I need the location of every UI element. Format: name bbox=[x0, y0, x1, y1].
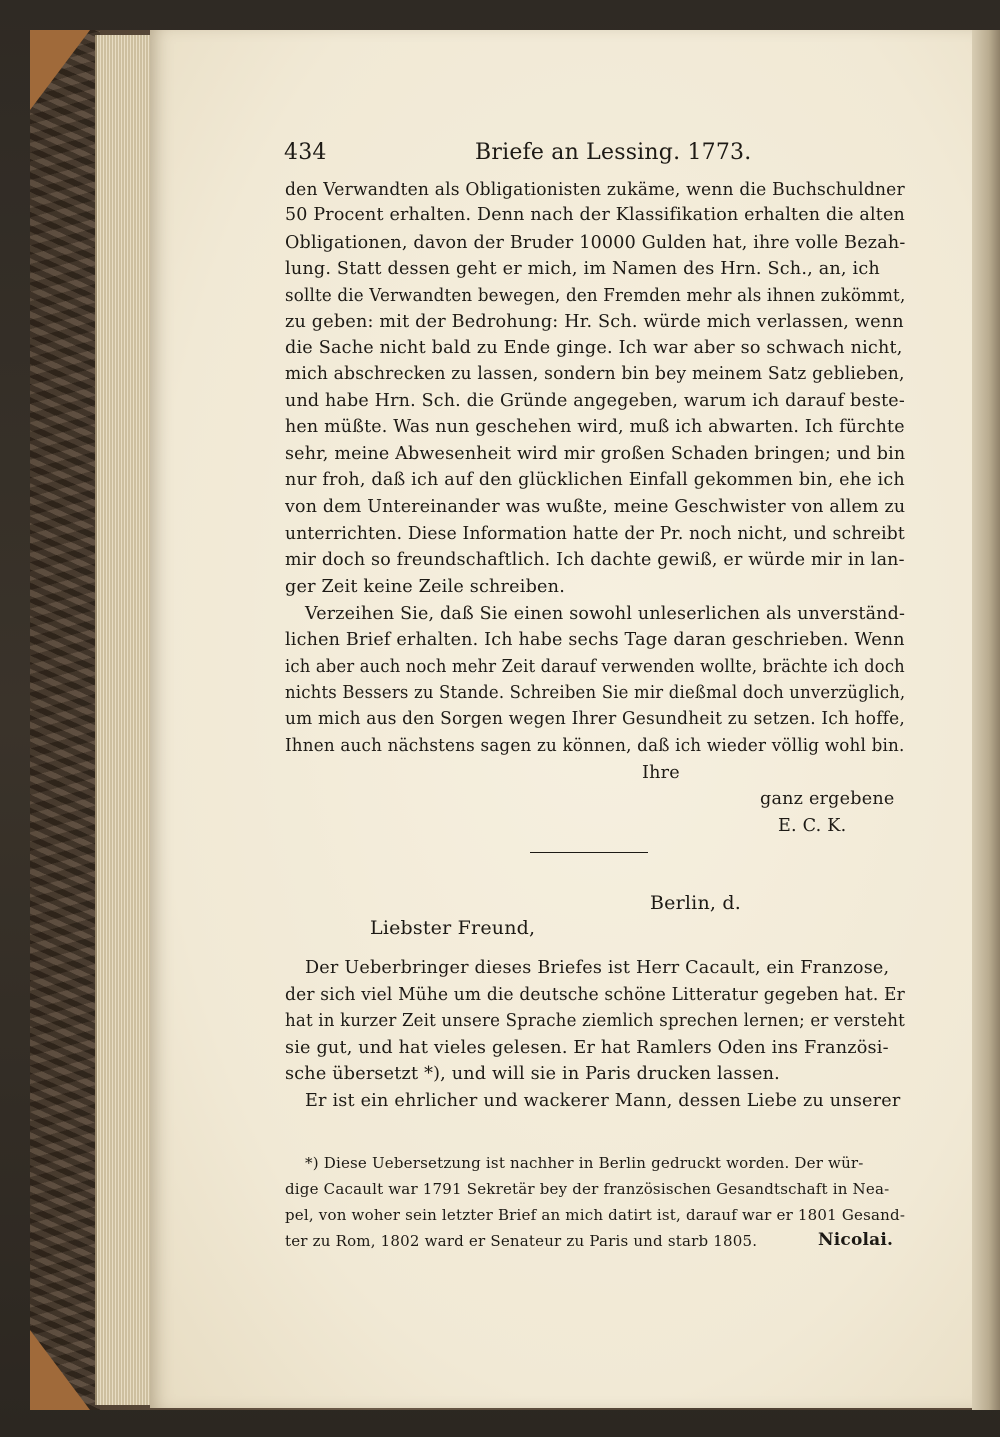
footnote-line: *) Diese Uebersetzung ist nachher in Berlin gedruckt worden. Der wür- bbox=[305, 1154, 864, 1172]
body-line: unterrichten. Diese Information hatte der Pr. noch nicht, und schreibt bbox=[285, 524, 905, 544]
body-line: lichen Brief erhalten. Ich habe sechs Tage daran geschrieben. Wenn bbox=[285, 630, 905, 650]
footnote-line: pel, von woher sein letzter Brief an mich datirt ist, darauf war er 1801 Gesand- bbox=[285, 1206, 906, 1224]
body-line: Er ist ein ehrlicher und wackerer Mann, dessen Liebe zu unserer bbox=[305, 1091, 901, 1111]
body-line: ich aber auch noch mehr Zeit darauf verwenden wollte, brächte ich doch bbox=[285, 657, 905, 677]
footnote-line: ter zu Rom, 1802 ward er Senateur zu Paris und starb 1805. bbox=[285, 1232, 758, 1250]
body-line: den Verwandten als Obligationisten zukäme, wenn die Buchschuldner bbox=[285, 180, 905, 200]
place-date: Berlin, d. bbox=[650, 892, 741, 914]
letter-divider bbox=[530, 852, 648, 853]
body-line: Verzeihen Sie, daß Sie einen sowohl unleserlichen als unverständ- bbox=[305, 604, 906, 624]
body-line: der sich viel Mühe um die deutsche schöne Litteratur gegeben hat. Er bbox=[285, 985, 905, 1005]
body-line: mir doch so freundschaftlich. Ich dachte gewiß, er würde mir in lan- bbox=[285, 550, 905, 570]
body-line: Ihnen auch nächstens sagen zu können, daß ich wieder völlig wohl bin. bbox=[285, 736, 905, 756]
marbled-cover-edge bbox=[30, 30, 100, 1410]
body-line: von dem Untereinander was wußte, meine Geschwister von allem zu bbox=[285, 497, 906, 517]
body-line: und habe Hrn. Sch. die Gründe angegeben, warum ich darauf beste- bbox=[285, 391, 905, 411]
body-line: ger Zeit keine Zeile schreiben. bbox=[285, 577, 565, 597]
body-line: sie gut, und hat vieles gelesen. Er hat Ramlers Oden ins Französi- bbox=[285, 1038, 889, 1058]
signature: E. C. K. bbox=[778, 816, 847, 836]
running-title: Briefe an Lessing. 1773. bbox=[475, 140, 752, 165]
body-line: Obligationen, davon der Bruder 10000 Gulden hat, ihre volle Bezah- bbox=[285, 233, 906, 253]
body-line: um mich aus den Sorgen wegen Ihrer Gesundheit zu setzen. Ich hoffe, bbox=[285, 709, 905, 729]
body-line: hen müßte. Was nun geschehen wird, muß ich abwarten. Ich fürchte bbox=[285, 417, 905, 437]
body-line: nur froh, daß ich auf den glücklichen Einfall gekommen bin, ehe ich bbox=[285, 470, 905, 490]
page-number: 434 bbox=[284, 140, 327, 165]
body-line: hat in kurzer Zeit unsere Sprache ziemlich sprechen lernen; er versteht bbox=[285, 1011, 905, 1031]
salutation: Liebster Freund, bbox=[370, 917, 536, 939]
body-line: lung. Statt dessen geht er mich, im Namen des Hrn. Sch., an, ich bbox=[285, 259, 880, 279]
closing-ihre: Ihre bbox=[642, 763, 680, 783]
facing-page-edge bbox=[972, 30, 1000, 1410]
body-line: Der Ueberbringer dieses Briefes ist Herr Cacault, ein Franzose, bbox=[305, 958, 890, 978]
body-line: nichts Bessers zu Stande. Schreiben Sie mir dießmal doch unverzüglich, bbox=[285, 683, 906, 703]
closing-ganz-ergebene: ganz ergebene bbox=[760, 789, 895, 809]
footnote-line: dige Cacault war 1791 Sekretär bey der französischen Gesandtschaft in Nea- bbox=[285, 1180, 890, 1198]
body-line: die Sache nicht bald zu Ende ginge. Ich war aber so schwach nicht, bbox=[285, 338, 903, 358]
body-line: 50 Procent erhalten. Denn nach der Klassifikation erhalten die alten bbox=[285, 205, 905, 225]
body-line: zu geben: mit der Bedrohung: Hr. Sch. würde mich verlassen, wenn bbox=[285, 312, 904, 332]
body-line: sehr, meine Abwesenheit wird mir großen Schaden bringen; und bin bbox=[285, 444, 906, 464]
body-line: sche übersetzt *), und will sie in Paris drucken lassen. bbox=[285, 1064, 780, 1084]
body-line: mich abschrecken zu lassen, sondern bin bey meinem Satz geblieben, bbox=[285, 364, 905, 384]
body-line: sollte die Verwandten bewegen, den Fremden mehr als ihnen zukömmt, bbox=[285, 286, 906, 306]
footnote-author: Nicolai. bbox=[818, 1230, 894, 1250]
